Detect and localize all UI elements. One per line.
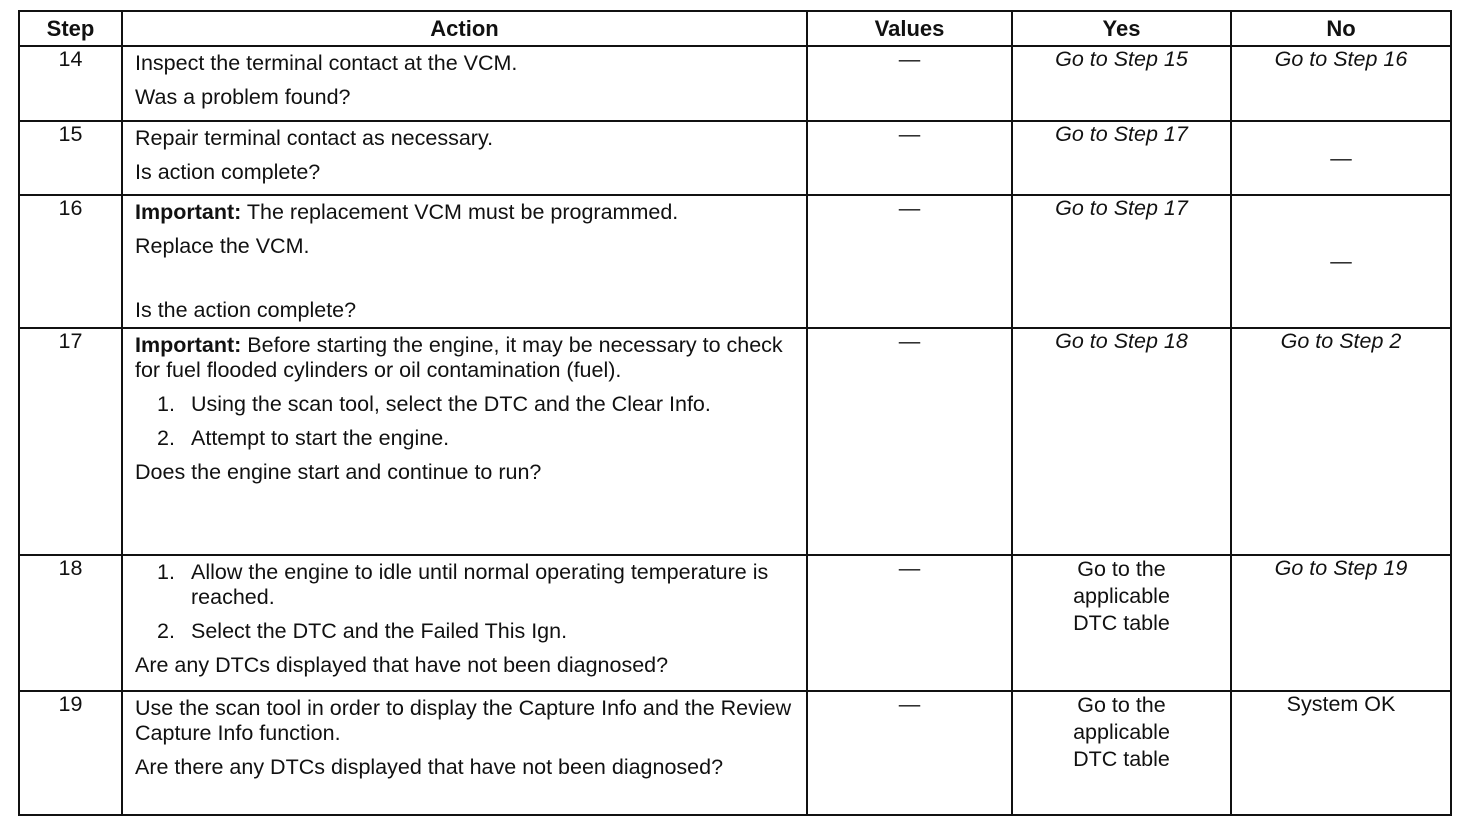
- values-cell: —: [807, 328, 1012, 555]
- step-number: 16: [19, 195, 122, 328]
- list-item: 1. Allow the engine to idle until normal operating temperature is reached.: [157, 560, 769, 609]
- table-row-step-18: [19, 555, 1451, 691]
- yes-cell: Go to Step 15: [1012, 46, 1231, 121]
- action-cell: [122, 46, 807, 121]
- step-number: 18: [19, 555, 122, 691]
- list-item: 2. Select the DTC and the Failed This Ign.: [157, 619, 568, 643]
- header-no: No: [1231, 11, 1451, 46]
- yes-cell: Go to Step 18: [1012, 328, 1231, 555]
- no-cell: —: [1231, 121, 1451, 195]
- values-cell: —: [807, 555, 1012, 691]
- action-text: Repair terminal contact as necessary.: [135, 126, 494, 150]
- action-cell: [122, 691, 807, 815]
- table-row-step-14: [19, 46, 1451, 121]
- important-label: Important:: [135, 200, 242, 224]
- header-yes: Yes: [1012, 11, 1231, 46]
- table-row-step-15: [19, 121, 1451, 195]
- action-cell: [122, 121, 807, 195]
- values-cell: —: [807, 46, 1012, 121]
- step-number: 19: [19, 691, 122, 815]
- no-cell: System OK: [1231, 691, 1451, 815]
- important-note: [135, 200, 794, 225]
- table-row-step-16: [19, 195, 1451, 328]
- header-action: Action: [122, 11, 807, 46]
- spacer: [135, 268, 794, 298]
- values-cell: —: [807, 121, 1012, 195]
- no-cell: Go to Step 16: [1231, 46, 1451, 121]
- procedure-list: [135, 392, 794, 451]
- yes-cell: Go to the applicable DTC table: [1012, 691, 1231, 815]
- list-item: 1. Using the scan tool, select the DTC and the Clear Info.: [157, 392, 711, 416]
- action-text: Inspect the terminal contact at the VCM.: [135, 51, 518, 75]
- important-text: The replacement VCM must be programmed.: [241, 200, 679, 224]
- action-text: Use the scan tool in order to display the Capture Info and the Review Capture Info function.: [135, 696, 792, 745]
- values-cell: —: [807, 691, 1012, 815]
- important-note: [135, 333, 794, 383]
- action-question: Are any DTCs displayed that have not been diagnosed?: [135, 653, 669, 677]
- header-values: Values: [807, 11, 1012, 46]
- action-question: Are there any DTCs displayed that have not been diagnosed?: [135, 755, 724, 779]
- values-cell: —: [807, 195, 1012, 328]
- table-row-step-19: [19, 691, 1451, 815]
- procedure-list: [135, 560, 794, 644]
- important-text: Before starting the engine, it may be necessary to check for fuel flooded cylinders or oil contamination (fuel).: [135, 333, 783, 382]
- action-question: Is the action complete?: [135, 298, 357, 322]
- header-row: [19, 11, 1451, 46]
- no-cell: Go to Step 2: [1231, 328, 1451, 555]
- action-cell: [122, 555, 807, 691]
- action-cell: [122, 328, 807, 555]
- action-question: Was a problem found?: [135, 85, 351, 109]
- action-text: Replace the VCM.: [135, 234, 310, 258]
- no-cell: —: [1231, 195, 1451, 328]
- diagnostic-table: [18, 10, 1452, 816]
- important-label: Important:: [135, 333, 242, 357]
- step-number: 15: [19, 121, 122, 195]
- yes-cell: Go to the applicable DTC table: [1012, 555, 1231, 691]
- action-cell: [122, 195, 807, 328]
- list-item: 2. Attempt to start the engine.: [157, 426, 450, 450]
- step-number: 14: [19, 46, 122, 121]
- yes-cell: Go to Step 17: [1012, 121, 1231, 195]
- yes-cell: Go to Step 17: [1012, 195, 1231, 328]
- action-question: Does the engine start and continue to run?: [135, 460, 542, 484]
- no-cell: Go to Step 19: [1231, 555, 1451, 691]
- step-number: 17: [19, 328, 122, 555]
- header-step: Step: [19, 11, 122, 46]
- action-question: Is action complete?: [135, 160, 321, 184]
- table-row-step-17: [19, 328, 1451, 555]
